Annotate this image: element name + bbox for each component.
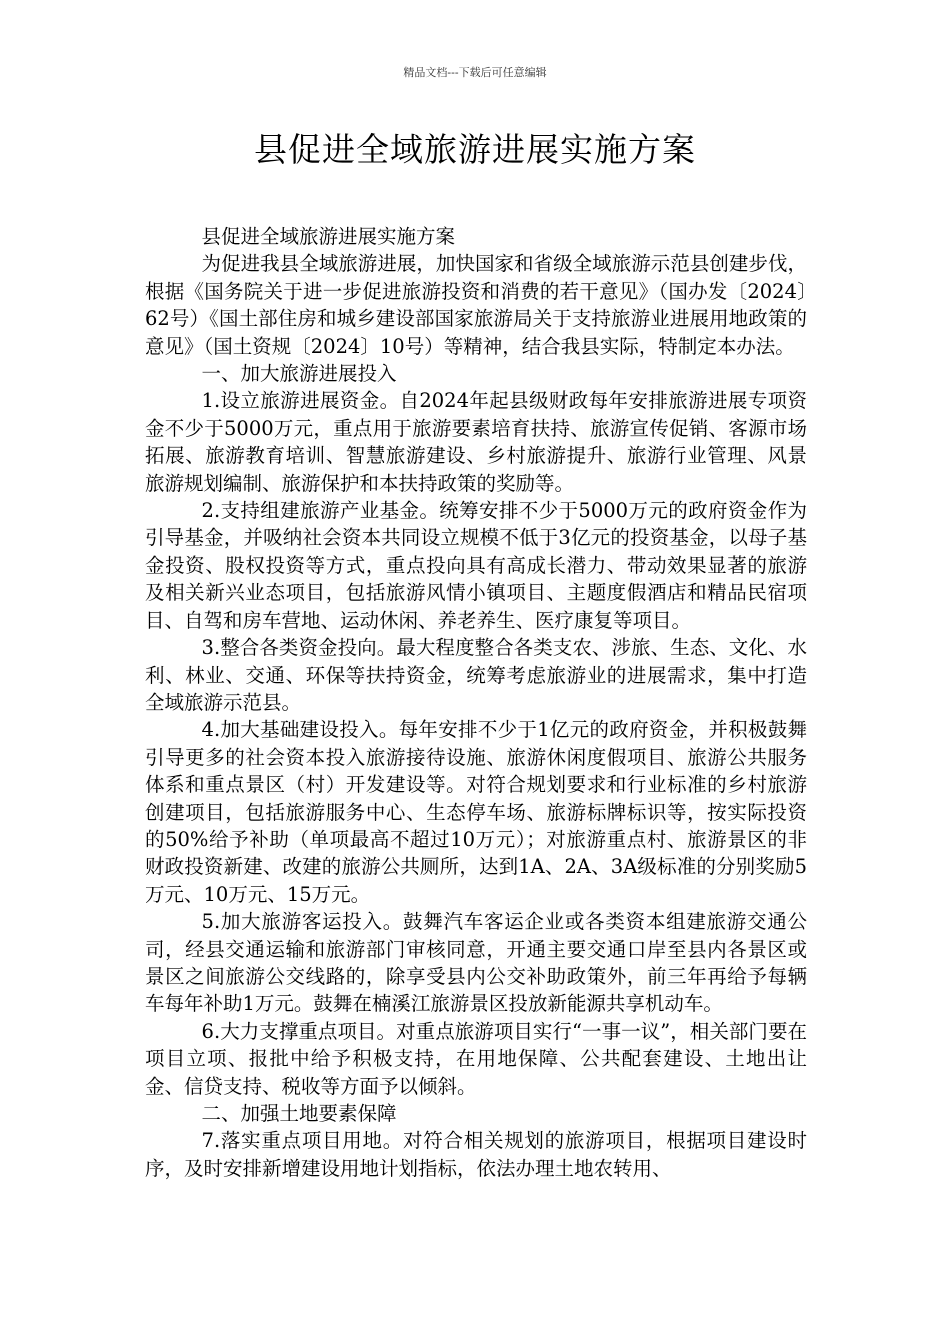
body-subtitle: 县促进全域旅游进展实施方案 — [201, 225, 456, 248]
item-paragraph-5: 5.加大旅游客运投入。鼓舞汽车客运企业或各类资本组建旅游交通公司，经县交通运输和旅游部门审核同意，开通主要交通口岸至县内各景区或景区之间旅游公交线路的，除享受县内公交补助政策外，前三年再给予每辆车每年补助1万元。鼓舞在楠溪江旅游景区投放新能源共享机动车。 — [145, 910, 807, 1016]
document-body — [145, 223, 807, 1182]
page-header-note: 精品文档---下载后可任意编辑 — [403, 66, 547, 79]
item-paragraph-4: 4.加大基础建设投入。每年安排不少于1亿元的政府资金，并积极鼓舞引导更多的社会资本投入旅游接待设施、旅游休闲度假项目、旅游公共服务体系和重点景区（村）开发建设等。对符合规划要求和行业标准的乡村旅游创建项目，包括旅游服务中心、生态停车场、旅游标牌标识等，按实际投资的50%给予补助（单项最高不超过10万元）；对旅游重点村、旅游景区的非财政投资新建、改建的旅游公共厕所，达到1A、2A、3A级标准的分别奖励5万元、10万元、15万元。 — [145, 718, 807, 906]
document-title: 县促进全域旅游进展实施方案 — [254, 130, 696, 169]
section-heading-2: 二、加强土地要素保障 — [201, 1102, 397, 1125]
item-paragraph-7: 7.落实重点项目用地。对符合相关规划的旅游项目，根据项目建设时序，及时安排新增建设用地计划指标，依法办理土地农转用、 — [145, 1129, 807, 1180]
item-paragraph-1: 1.设立旅游进展资金。自2024年起县级财政每年安排旅游进展专项资金不少于5000万元，重点用于旅游要素培育扶持、旅游宣传促销、客源市场拓展、旅游教育培训、智慧旅游建设、乡村旅游提升、旅游行业管理、风景旅游规划编制、旅游保护和本扶持政策的奖励等。 — [145, 389, 807, 495]
intro-paragraph: 为促进我县全域旅游进展，加快国家和省级全域旅游示范县创建步伐，根据《国务院关于进一步促进旅游投资和消费的若干意见》（国办发〔2024〕62号）《国土部住房和城乡建设部国家旅游局关于支持旅游业进展用地政策的意见》（国土资规〔2024〕10号）等精神，结合我县实际，特制定本办法。 — [145, 252, 807, 358]
item-paragraph-2: 2.支持组建旅游产业基金。统筹安排不少于5000万元的政府资金作为引导基金，并吸纳社会资本共同设立规模不低于3亿元的投资基金，以母子基金投资、股权投资等方式，重点投向具有高成长潜力、带动效果显著的旅游及相关新兴业态项目，包括旅游风情小镇项目、主题度假酒店和精品民宿项目、自驾和房车营地、运动休闲、养老养生、医疗康复等项目。 — [145, 499, 807, 632]
item-paragraph-3: 3.整合各类资金投向。最大程度整合各类支农、涉旅、生态、文化、水利、林业、交通、环保等扶持资金，统筹考虑旅游业的进展需求，集中打造全域旅游示范县。 — [145, 636, 807, 714]
section-heading-1: 一、加大旅游进展投入 — [201, 362, 397, 386]
item-paragraph-6: 6.大力支撑重点项目。对重点旅游项目实行“一事一议”，相关部门要在项目立项、报批中给予积极支持，在用地保障、公共配套建设、土地出让金、信贷支持、税收等方面予以倾斜。 — [145, 1019, 807, 1098]
